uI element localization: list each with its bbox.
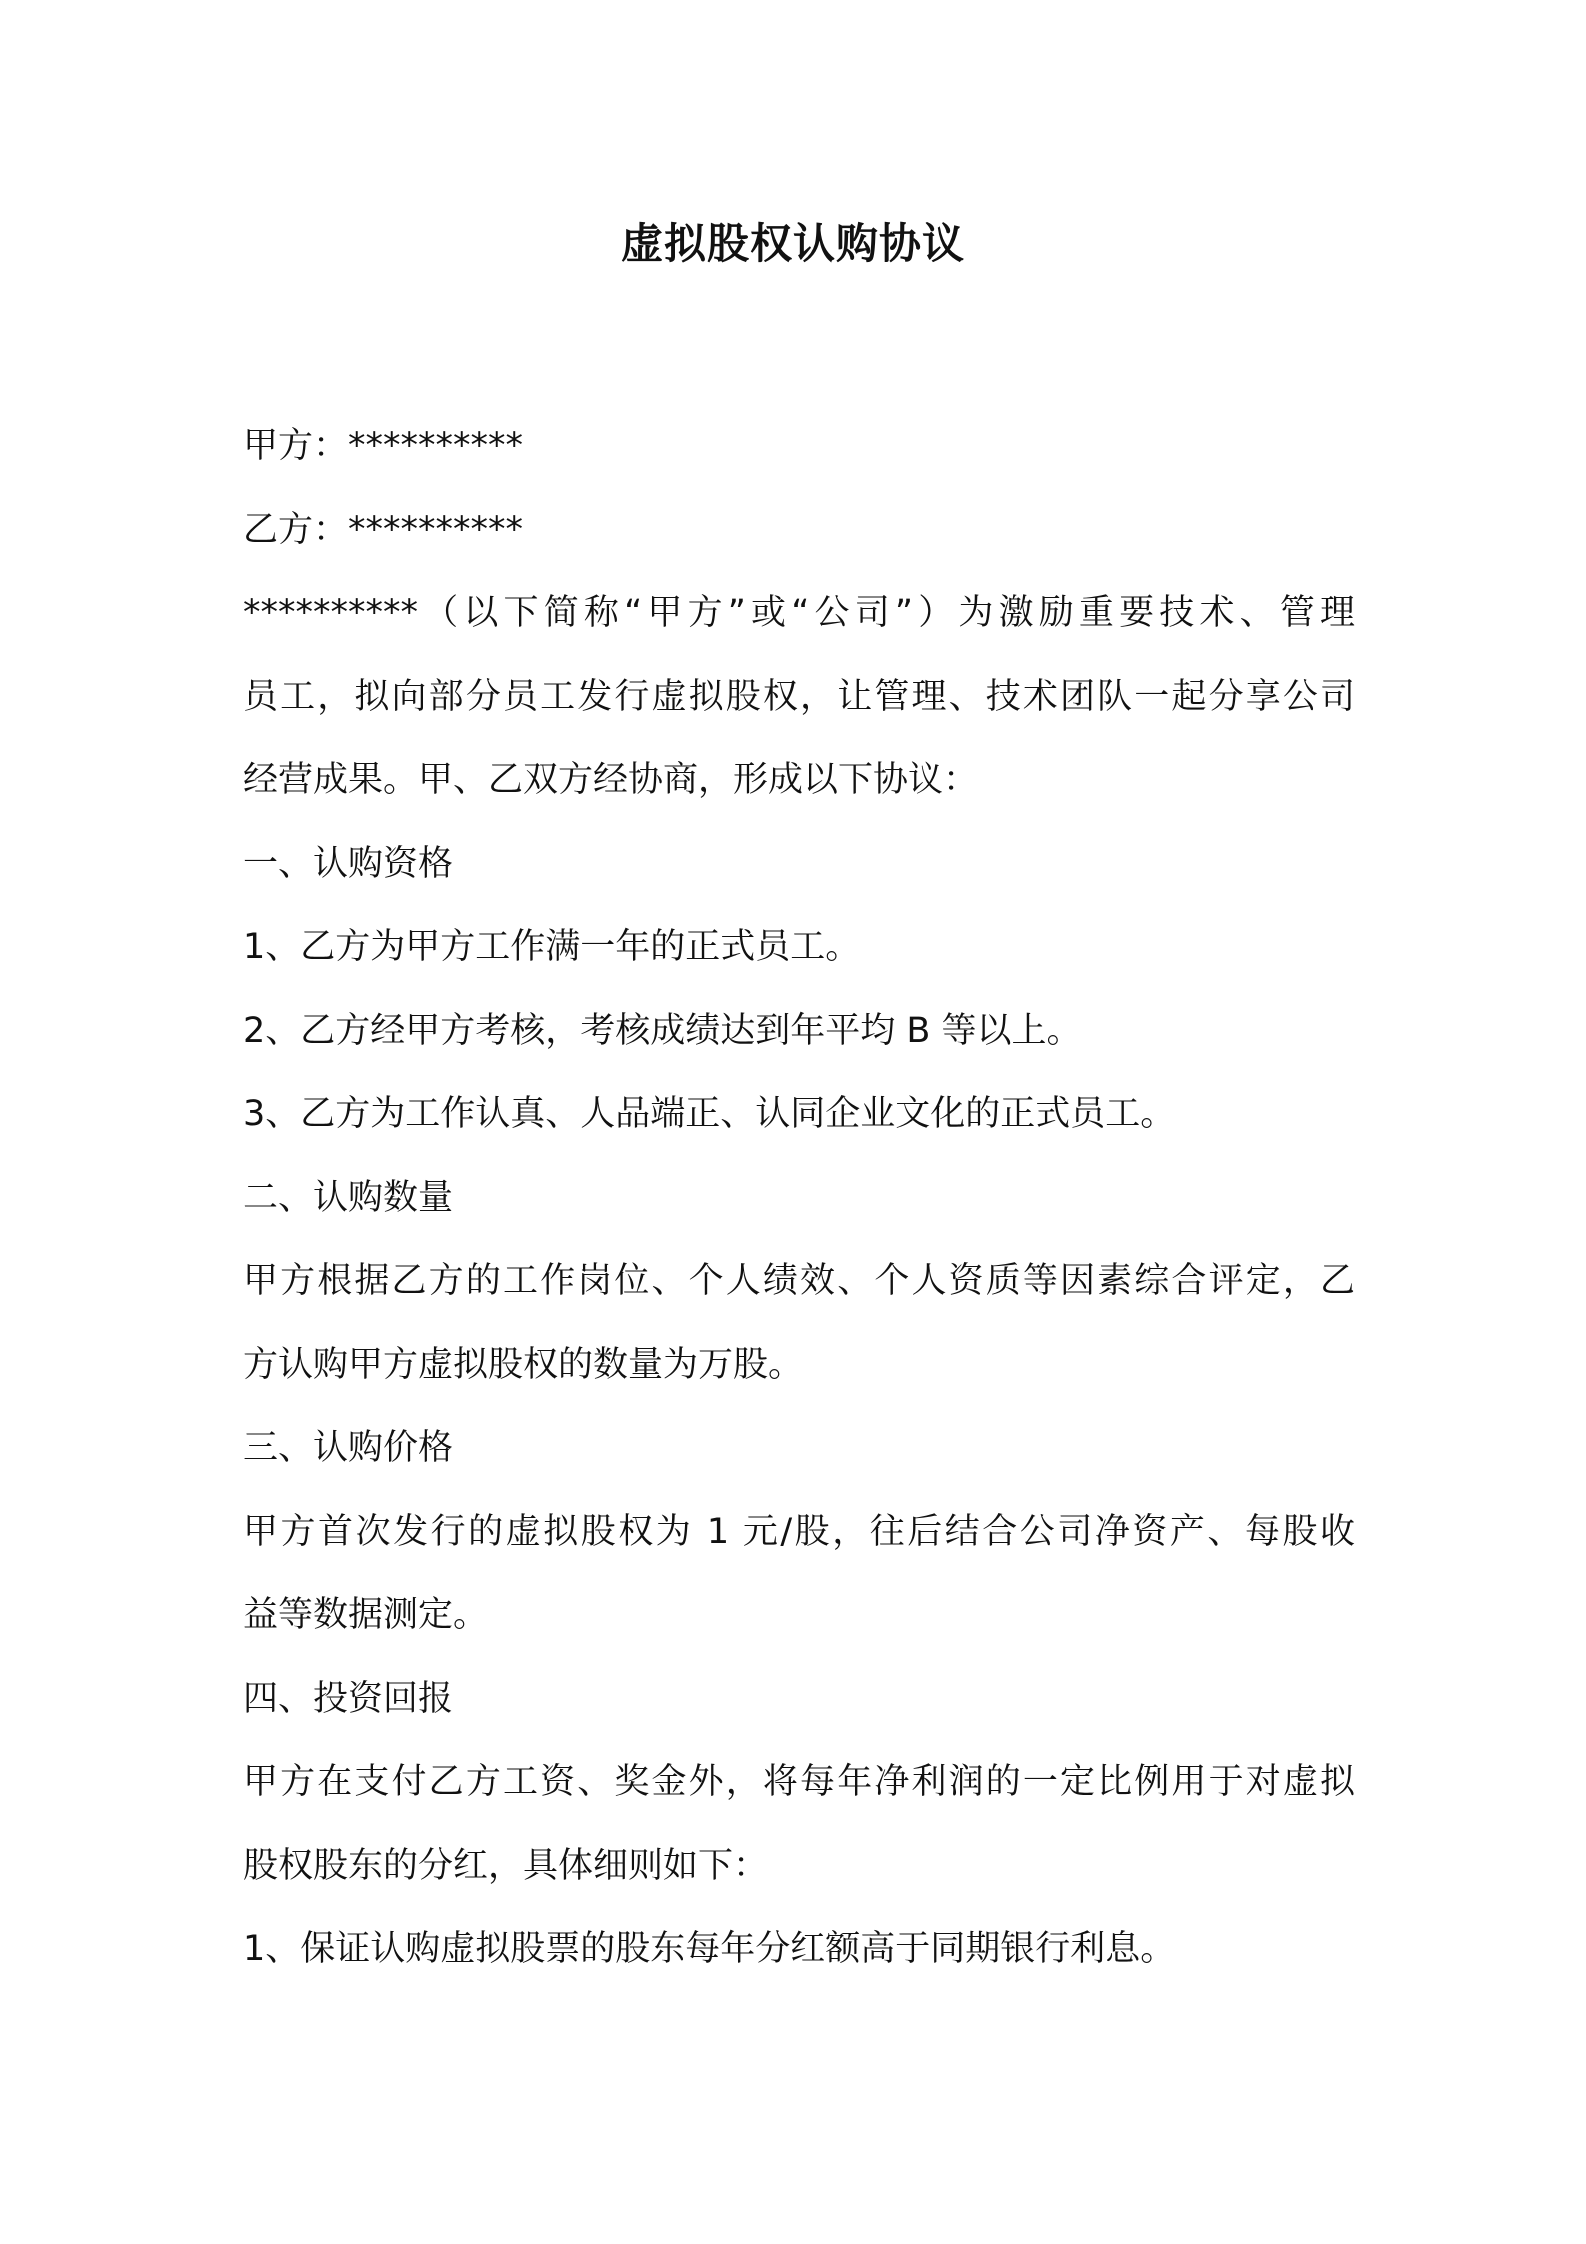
return-item-1: 1、保证认购虚拟股票的股东每年分红额高于同期银行利息。	[243, 1929, 1176, 1969]
eligibility-item-3: 3、乙方为工作认真、人品端正、认同企业文化的正式员工。	[243, 1094, 1176, 1134]
party-a-line: 甲方：**********	[243, 426, 524, 466]
price-line-2: 益等数据测定。	[243, 1595, 489, 1635]
section-heading-eligibility: 一、认购资格	[243, 843, 454, 884]
party-b-line: 乙方：**********	[243, 509, 524, 550]
intro-line-2: 员工，拟向部分员工发行虚拟股权，让管理、技术团队一起分享公司	[243, 676, 1355, 717]
return-line-2: 股权股东的分红，具体细则如下：	[243, 1845, 769, 1886]
intro-line-3: 经营成果。甲、乙双方经协商，形成以下协议：	[243, 760, 979, 800]
quantity-line-1: 甲方根据乙方的工作岗位、个人绩效、个人资质等因素综合评定，乙	[243, 1261, 1355, 1301]
eligibility-item-1: 1、乙方为甲方工作满一年的正式员工。	[243, 927, 861, 967]
section-heading-price: 三、认购价格	[243, 1428, 454, 1468]
intro-line-1: **********（以下简称“甲方”或“公司”）为激励重要技术、管理	[243, 593, 1355, 633]
document-title: 虚拟股权认购协议	[620, 219, 965, 268]
section-heading-quantity: 二、认购数量	[243, 1177, 454, 1218]
price-line-1: 甲方首次发行的虚拟股权为 1 元/股，往后结合公司净资产、每股收	[243, 1511, 1355, 1552]
document-body	[243, 405, 1355, 1992]
section-heading-return: 四、投资回报	[243, 1678, 454, 1719]
eligibility-item-2: 2、乙方经甲方考核，考核成绩达到年平均 B 等以上。	[243, 1010, 1082, 1051]
return-line-1: 甲方在支付乙方工资、奖金外，将每年净利润的一定比例用于对虚拟	[243, 1762, 1355, 1802]
quantity-line-2: 方认购甲方虚拟股权的数量为万股。	[243, 1344, 804, 1385]
